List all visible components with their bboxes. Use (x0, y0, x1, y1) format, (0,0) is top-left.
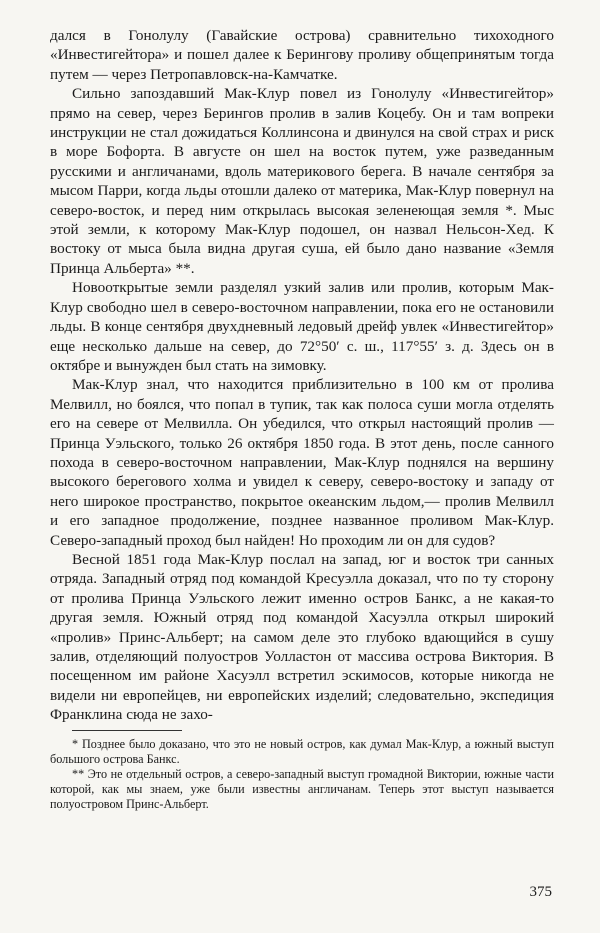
paragraph: Мак-Клур знал, что находится приблизительно в 100 км от пролива Мелвилл, но боялся, что попал в тупик, так как полоса суши могла отделять его на севере от Мелвилла. Он убедился, что открыл настоящий пролив — Принца Уэльского, только 26 октября 1850 года. В этот день, после санного похода в северо-восточном направлении, Мак-Клур поднялся на вершину высокого берегового холма и увидел к северу, северо-востоку и западу от него широкое пространство, покрытое океанским льдом,— пролив Мелвилл и его западное продолжение, позднее названное проливом Мак-Клур. Северо-западный проход был найден! Но проходим ли он для судов? (50, 376, 554, 549)
paragraph: Весной 1851 года Мак-Клур послал на запад, юг и восток три санных отряда. Западный отряд под командой Кресуэлла доказал, что по ту сторону от пролива Принца Уэльского лежит именно остров Банкс, а не какая-то другая земля. Южный отряд под командой Хасуэлла открыл широкий «пролив» Принс-Альберт; на самом деле это глубоко вдающийся в сушу залив, отделяющий полуостров Уолластон от массива острова Виктория. В посещенном им районе Хасуэлл встретил эскимосов, которые никогда не видели ни европейцев, ни европейских изделий; следовательно, экспедиция Франклина сюда не захо- (50, 550, 554, 724)
footnote: * Позднее было доказано, что это не новый остров, как думал Мак-Клур, а южный выступ большого острова Банкс. (50, 736, 554, 766)
paragraph: Новооткрытые земли разделял узкий залив или пролив, которым Мак-Клур свободно шел в северо-восточном направлении, пока его не остановили льды. В конце сентября двухдневный ледовый дрейф увлек «Инвестигейтор» еще несколько дальше на север, до 72°50′ с. ш., 117°55′ з. д. Здесь он в октябре и вынужден был стать на зимовку. (50, 279, 554, 374)
page-number: 375 (529, 884, 552, 900)
footnotes (50, 737, 554, 813)
body-text (50, 26, 554, 725)
footnote: ** Это не отдельный остров, а северо-западный выступ громадной Виктории, южные части которой, как мы знаем, уже были известны англичанам. Теперь этот выступ называется полуостровом Принс-Альберт. (50, 767, 554, 812)
footnote-divider (72, 730, 182, 731)
paragraph: дался в Гонолулу (Гавайские острова) сравнительно тихоходного «Инвестигейтора» и пошел далее к Берингову проливу общепринятым тогда путем — через Петропавловск-на-Камчатке. (50, 27, 554, 83)
paragraph: Сильно запоздавший Мак-Клур повел из Гонолулу «Инвестигейтор» прямо на север, через Берингов пролив в залив Коцебу. Он и там вопреки инструкции не стал дожидаться Коллинсона и двинулся на свой страх и риск в море Бофорта. В августе он шел на восток путем, уже разведанным русскими и англичанами, вдоль материкового берега. В начале сентября за мысом Парри, когда льды отошли далеко от материка, Мак-Клур повернул на северо-восток, и перед ним открылась высокая зеленеющая земля *. Мыс этой земли, к которому Мак-Клур подошел, он назвал Нельсон-Хед. К востоку от мыса была видна другая суша, ей было дано название «Земля Принца Альберта» **. (50, 85, 554, 277)
